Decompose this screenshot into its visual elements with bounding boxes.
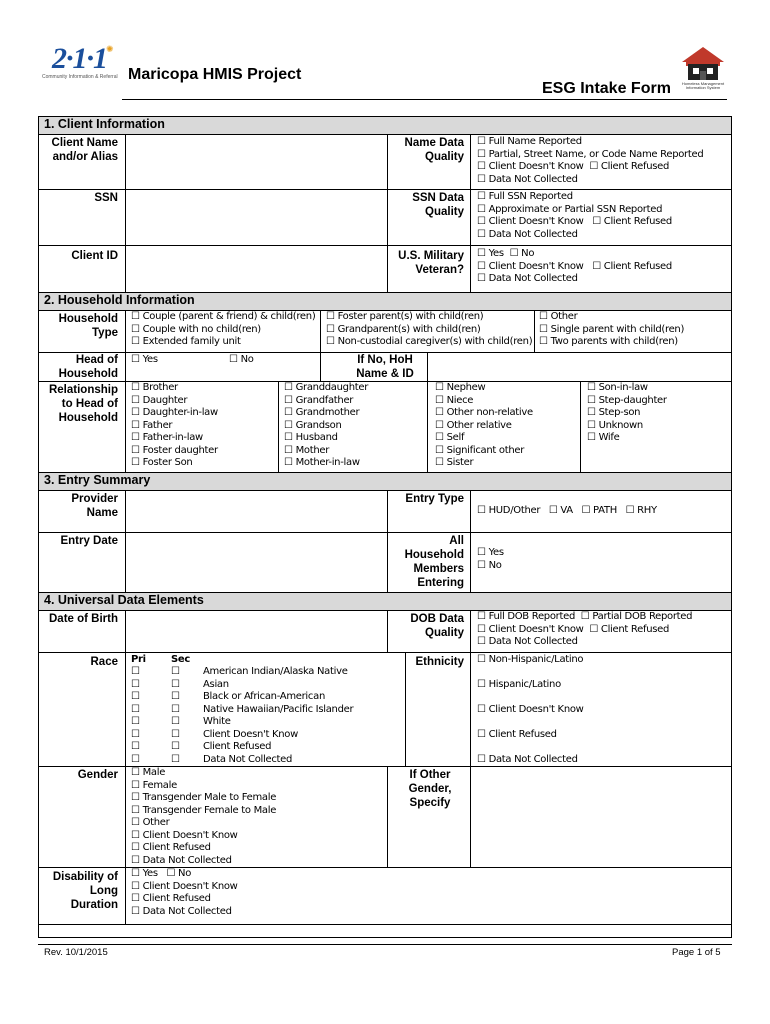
opt-couple-no-children[interactable]: ☐ Couple with no child(ren)	[131, 323, 261, 335]
opt-partial-name[interactable]: ☐ Partial, Street Name, or Code Name Reported	[477, 148, 704, 160]
opt-couple-with-children[interactable]: ☐ Couple (parent & friend) & child(ren)	[131, 311, 316, 322]
opt-veteran-refused[interactable]: ☐ Client Refused	[592, 260, 672, 272]
opt-veteran-not-collected[interactable]: ☐ Data Not Collected	[477, 273, 578, 284]
opt-rel-significant-other[interactable]: ☐ Significant other	[435, 444, 525, 456]
household-type-col3	[539, 311, 684, 349]
household-type-label: Household Type	[58, 313, 118, 339]
opt-name-refused[interactable]: ☐ Client Refused	[589, 161, 670, 172]
hoh-name-field[interactable]	[429, 354, 729, 379]
opt-head-yes[interactable]: ☐ Yes	[131, 354, 158, 365]
veteran-options	[477, 248, 672, 286]
opt-rel-foster-son[interactable]: ☐ Foster Son	[131, 457, 193, 468]
opt-rel-other-nonrelative[interactable]: ☐ Other non-relative	[435, 407, 533, 418]
opt-rel-step-daughter[interactable]: ☐ Step-daughter	[587, 394, 667, 406]
opt-rel-father-in-law[interactable]: ☐ Father-in-law	[131, 432, 203, 443]
section-entry-summary: 3. Entry Summary	[38, 472, 732, 490]
race-sec-checkbox[interactable]: ☐	[171, 691, 180, 702]
opt-entry-path[interactable]: ☐ PATH	[581, 505, 617, 516]
opt-single-parent[interactable]: ☐ Single parent with child(ren)	[539, 323, 685, 335]
opt-rel-mother[interactable]: ☐ Mother	[284, 444, 330, 456]
opt-rel-granddaughter[interactable]: ☐ Granddaughter	[284, 382, 369, 393]
opt-ethnicity-not-collected[interactable]: ☐ Data Not Collected	[477, 754, 578, 765]
opt-name-not-collected[interactable]: ☐ Data Not Collected	[477, 173, 578, 185]
footer-rule	[38, 944, 732, 945]
race-option: White	[203, 716, 231, 727]
opt-full-dob[interactable]: ☐ Full DOB Reported	[477, 611, 576, 622]
opt-full-ssn[interactable]: ☐ Full SSN Reported	[477, 191, 573, 202]
opt-rel-unknown[interactable]: ☐ Unknown	[587, 419, 643, 431]
section-client-information: 1. Client Information	[38, 116, 732, 134]
veteran-label: U.S. Military Veteran?	[398, 250, 464, 276]
opt-rel-step-son[interactable]: ☐ Step-son	[587, 407, 641, 418]
house-icon	[678, 44, 728, 82]
opt-head-no[interactable]: ☐ No	[229, 354, 254, 365]
race-pri-checkbox[interactable]: ☐	[131, 666, 140, 677]
race-pri-checkbox[interactable]: ☐	[131, 703, 140, 715]
opt-rel-sister[interactable]: ☐ Sister	[435, 457, 474, 468]
race-sec-checkbox[interactable]: ☐	[171, 741, 180, 752]
race-sec-checkbox[interactable]: ☐	[171, 678, 180, 690]
opt-non-hispanic[interactable]: ☐ Non-Hispanic/Latino	[477, 654, 584, 665]
opt-entry-rhy[interactable]: ☐ RHY	[625, 505, 657, 516]
relationship-col4	[587, 382, 667, 445]
dob-quality-options	[477, 611, 692, 649]
gender-other-label: If Other Gender, Specify	[408, 769, 452, 809]
opt-disability-not-collected[interactable]: ☐ Data Not Collected	[131, 905, 232, 917]
name-quality-options	[477, 136, 703, 186]
entry-date-field[interactable]	[127, 534, 385, 590]
provider-name-field[interactable]	[127, 492, 385, 530]
race-option: Native Hawaiian/Pacific Islander	[203, 703, 354, 715]
dob-label: Date of Birth	[49, 613, 118, 625]
race-option: Data Not Collected	[203, 753, 293, 765]
client-id-label: Client ID	[71, 250, 118, 262]
opt-members-no[interactable]: ☐ No	[477, 559, 502, 571]
opt-gender-not-collected[interactable]: ☐ Data Not Collected	[131, 854, 232, 866]
race-pri-checkbox[interactable]: ☐	[131, 691, 140, 702]
opt-hispanic[interactable]: ☐ Hispanic/Latino	[477, 679, 561, 690]
race-sec-checkbox[interactable]: ☐	[171, 753, 180, 765]
opt-rel-father[interactable]: ☐ Father	[131, 419, 173, 431]
dob-quality-label: DOB Data Quality	[410, 613, 464, 639]
opt-full-name[interactable]: ☐ Full Name Reported	[477, 136, 582, 147]
revision-date: Rev. 10/1/2015	[44, 947, 108, 958]
head-of-household-label: Head of Household	[58, 354, 118, 380]
opt-dob-refused[interactable]: ☐ Client Refused	[589, 623, 670, 635]
opt-gender-male[interactable]: ☐ Male	[131, 767, 166, 778]
opt-rel-nephew[interactable]: ☐ Nephew	[435, 382, 486, 393]
race-sec-header: Sec	[171, 654, 191, 665]
opt-entry-hud[interactable]: ☐ HUD/Other	[477, 505, 541, 516]
opt-veteran-doesnt-know[interactable]: ☐ Client Doesn't Know	[477, 260, 584, 272]
logo-211-text: 2·1·1	[52, 42, 107, 75]
hoh-name-label: If No, HoH Name & ID	[356, 354, 414, 380]
disability-label: Disability of Long Duration	[52, 871, 118, 911]
race-option-labels	[203, 666, 353, 766]
opt-disability-refused[interactable]: ☐ Client Refused	[131, 893, 211, 904]
race-secondary-checkboxes	[171, 666, 180, 766]
opt-entry-va[interactable]: ☐ VA	[548, 505, 573, 516]
hmis-caption: Homeless Management Information System	[681, 81, 725, 90]
opt-extended-family[interactable]: ☐ Extended family unit	[131, 336, 241, 347]
opt-ssn-refused[interactable]: ☐ Client Refused	[592, 216, 672, 227]
entry-type-options	[477, 505, 657, 518]
logo-211	[42, 42, 122, 86]
opt-members-yes[interactable]: ☐ Yes	[477, 547, 504, 558]
members-entering-options	[477, 547, 504, 572]
household-type-col2	[326, 311, 532, 349]
opt-gender-refused[interactable]: ☐ Client Refused	[131, 842, 211, 853]
form-title: ESG Intake Form	[542, 80, 671, 97]
race-primary-checkboxes	[131, 666, 140, 766]
race-sec-checkbox[interactable]: ☐	[171, 728, 180, 740]
logo-211-subtext: Community Information & Referral	[42, 74, 118, 80]
race-sec-checkbox[interactable]: ☐	[171, 716, 180, 727]
race-pri-checkbox[interactable]: ☐	[131, 753, 140, 765]
opt-disability-no[interactable]: ☐ No	[166, 868, 192, 879]
name-quality-label: Name Data Quality	[404, 137, 464, 163]
opt-two-parents[interactable]: ☐ Two parents with child(ren)	[539, 336, 678, 347]
opt-rel-wife[interactable]: ☐ Wife	[587, 432, 620, 443]
opt-rel-grandfather[interactable]: ☐ Grandfather	[284, 394, 354, 406]
header-rule	[122, 99, 727, 100]
opt-rel-daughter-in-law[interactable]: ☐ Daughter-in-law	[131, 407, 218, 418]
race-sec-checkbox[interactable]: ☐	[171, 666, 180, 677]
relationship-label: Relationship to Head of Household	[48, 384, 118, 424]
opt-ethnicity-refused[interactable]: ☐ Client Refused	[477, 729, 557, 740]
opt-disability-yes[interactable]: ☐ Yes	[131, 868, 158, 879]
section-household-information: 2. Household Information	[38, 292, 732, 310]
opt-noncustodial[interactable]: ☐ Non-custodial caregiver(s) with child(ren)	[326, 336, 533, 347]
opt-gender-doesnt-know[interactable]: ☐ Client Doesn't Know	[131, 829, 238, 841]
household-type-col1	[131, 311, 315, 349]
race-option: Client Doesn't Know	[203, 728, 298, 740]
race-pri-header: Pri	[131, 654, 146, 665]
gender-other-field[interactable]	[472, 768, 730, 865]
opt-rel-daughter[interactable]: ☐ Daughter	[131, 394, 188, 406]
ssn-label: SSN	[94, 192, 118, 204]
opt-rel-mother-in-law[interactable]: ☐ Mother-in-law	[284, 457, 360, 468]
project-title: Maricopa HMIS Project	[128, 66, 302, 83]
race-sec-checkbox[interactable]: ☐	[171, 703, 180, 715]
race-pri-checkbox[interactable]: ☐	[131, 728, 140, 740]
relationship-col3	[435, 382, 533, 470]
opt-rel-husband[interactable]: ☐ Husband	[284, 432, 338, 443]
page-number: Page 1 of 5	[672, 947, 721, 958]
opt-gender-other[interactable]: ☐ Other	[131, 817, 170, 828]
race-option: Black or African-American	[203, 691, 325, 702]
opt-rel-niece[interactable]: ☐ Niece	[435, 394, 474, 406]
race-pri-checkbox[interactable]: ☐	[131, 741, 140, 752]
opt-gender-female[interactable]: ☐ Female	[131, 779, 177, 791]
entry-date-label: Entry Date	[60, 535, 118, 547]
opt-ethnicity-doesnt-know[interactable]: ☐ Client Doesn't Know	[477, 704, 584, 715]
opt-disability-doesnt-know[interactable]: ☐ Client Doesn't Know	[131, 880, 238, 892]
gender-label: Gender	[77, 769, 118, 781]
dob-field[interactable]	[127, 612, 385, 650]
opt-rel-self[interactable]: ☐ Self	[435, 432, 465, 443]
relationship-col1	[131, 382, 218, 470]
opt-dob-doesnt-know[interactable]: ☐ Client Doesn't Know	[477, 623, 584, 635]
race-label: Race	[90, 656, 118, 668]
opt-foster-parent[interactable]: ☐ Foster parent(s) with child(ren)	[326, 311, 484, 322]
gender-options	[131, 767, 276, 867]
opt-rel-grandson[interactable]: ☐ Grandson	[284, 419, 342, 431]
opt-rel-brother[interactable]: ☐ Brother	[131, 382, 178, 393]
client-id-field[interactable]	[127, 247, 385, 290]
provider-name-label: Provider Name	[71, 493, 118, 519]
opt-veteran-no[interactable]: ☐ No	[509, 248, 535, 259]
race-pri-checkbox[interactable]: ☐	[131, 716, 140, 727]
opt-partial-dob[interactable]: ☐ Partial DOB Reported	[580, 611, 693, 622]
opt-grandparent[interactable]: ☐ Grandparent(s) with child(ren)	[326, 323, 481, 335]
opt-rel-other-relative[interactable]: ☐ Other relative	[435, 419, 512, 431]
opt-ssn-doesnt-know[interactable]: ☐ Client Doesn't Know	[477, 216, 584, 227]
race-option: American Indian/Alaska Native	[203, 666, 348, 677]
members-entering-label: All Household Members Entering	[404, 535, 464, 589]
opt-gender-trans-mtf[interactable]: ☐ Transgender Male to Female	[131, 792, 277, 803]
entry-type-label: Entry Type	[405, 493, 464, 505]
ssn-field[interactable]	[127, 191, 385, 243]
hmis-logo	[678, 44, 728, 96]
ssn-quality-label: SSN Data Quality	[412, 192, 464, 218]
opt-dob-not-collected[interactable]: ☐ Data Not Collected	[477, 636, 578, 647]
section-universal-data-elements: 4. Universal Data Elements	[38, 592, 732, 610]
opt-rel-foster-daughter[interactable]: ☐ Foster daughter	[131, 444, 218, 456]
ethnicity-label: Ethnicity	[415, 656, 464, 668]
sun-icon: ✺	[106, 44, 114, 54]
relationship-col2	[284, 382, 368, 470]
opt-veteran-yes[interactable]: ☐ Yes	[477, 248, 504, 259]
race-option: Client Refused	[203, 741, 272, 752]
race-option: Asian	[203, 678, 229, 690]
opt-name-doesnt-know[interactable]: ☐ Client Doesn't Know	[477, 161, 584, 172]
race-pri-checkbox[interactable]: ☐	[131, 678, 140, 690]
opt-rel-grandmother[interactable]: ☐ Grandmother	[284, 407, 360, 418]
disability-options	[131, 868, 238, 918]
opt-rel-son-in-law[interactable]: ☐ Son-in-law	[587, 382, 648, 393]
ssn-quality-options	[477, 191, 672, 241]
opt-household-other[interactable]: ☐ Other	[539, 311, 578, 322]
opt-ssn-not-collected[interactable]: ☐ Data Not Collected	[477, 228, 578, 240]
opt-gender-trans-ftm[interactable]: ☐ Transgender Female to Male	[131, 804, 277, 816]
client-name-field[interactable]	[127, 136, 385, 188]
opt-partial-ssn[interactable]: ☐ Approximate or Partial SSN Reported	[477, 203, 663, 215]
client-name-label: Client Name and/or Alias	[51, 137, 118, 163]
